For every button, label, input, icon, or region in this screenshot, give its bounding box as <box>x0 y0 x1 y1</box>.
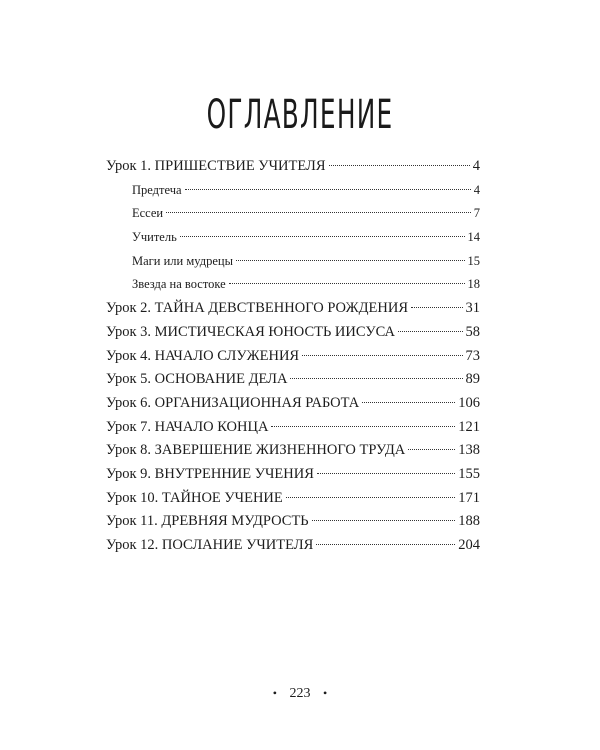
toc-entry-label: Урок 4. НАЧАЛО СЛУЖЕНИЯ <box>106 347 300 364</box>
page-footer <box>0 686 600 702</box>
toc-entry-label: Звезда на востоке <box>132 277 226 292</box>
toc-entry[interactable] <box>106 510 480 534</box>
toc-subentry[interactable] <box>106 250 480 274</box>
toc-entry[interactable] <box>106 345 480 369</box>
toc-entry-label: Урок 8. ЗАВЕРШЕНИЕ ЖИЗНЕННОГО ТРУДА <box>106 442 406 459</box>
page-number: 223 <box>289 686 311 701</box>
toc-subentry[interactable] <box>106 273 480 297</box>
toc-subentry[interactable] <box>106 226 480 250</box>
toc-entry-page-number: 73 <box>465 347 480 364</box>
toc-entry-label: Маги или мудрецы <box>132 253 233 268</box>
dot-leader <box>290 378 462 379</box>
table-of-contents <box>106 155 480 558</box>
toc-subentry[interactable] <box>106 179 480 203</box>
dot-leader <box>362 402 455 403</box>
toc-entry-page-number: 31 <box>465 300 480 317</box>
toc-entry-label: Урок 5. ОСНОВАНИЕ ДЕЛА <box>106 371 288 388</box>
toc-entry-label: Урок 6. ОРГАНИЗАЦИОННАЯ РАБОТА <box>106 394 360 411</box>
toc-entry-page-number: 138 <box>458 442 480 459</box>
toc-entry-label: Учитель <box>132 230 177 245</box>
bullet-left-icon: • <box>272 686 277 700</box>
toc-entry-page-number: 89 <box>465 371 480 388</box>
dot-leader <box>316 544 455 545</box>
dot-leader <box>411 307 462 308</box>
dot-leader <box>312 520 456 521</box>
toc-entry-label: Урок 1. ПРИШЕСТВИЕ УЧИТЕЛЯ <box>106 158 326 174</box>
dot-leader <box>180 236 465 237</box>
toc-entry-label: Урок 10. ТАЙНОЕ УЧЕНИЕ <box>106 489 283 506</box>
toc-entry[interactable] <box>106 487 480 511</box>
dot-leader <box>185 189 471 190</box>
toc-entry[interactable] <box>106 463 480 487</box>
toc-entry-label: Урок 7. НАЧАЛО КОНЦА <box>106 418 269 435</box>
toc-entry-page-number: 15 <box>467 253 480 268</box>
toc-entry-page-number: 14 <box>467 230 480 245</box>
toc-entry[interactable] <box>106 321 480 345</box>
toc-entry-label: Урок 11. ДРЕВНЯЯ МУДРОСТЬ <box>106 513 309 530</box>
toc-entry[interactable] <box>106 155 480 179</box>
toc-entry-page-number: 204 <box>458 537 480 553</box>
toc-entry-page-number: 7 <box>473 206 480 221</box>
page-title: ОГЛАВЛЕНИЕ <box>206 92 394 138</box>
toc-entry[interactable] <box>106 368 480 392</box>
toc-entry[interactable] <box>106 392 480 416</box>
dot-leader <box>398 331 462 332</box>
dot-leader <box>408 449 455 450</box>
toc-entry-page-number: 171 <box>458 489 480 506</box>
toc-entry-label: Урок 3. МИСТИЧЕСКАЯ ЮНОСТЬ ИИСУСА <box>106 323 396 340</box>
toc-entry-label: Урок 9. ВНУТРЕННИЕ УЧЕНИЯ <box>106 465 314 482</box>
toc-entry-label: Ессеи <box>132 206 164 221</box>
dot-leader <box>329 165 470 166</box>
toc-entry-page-number: 121 <box>458 418 480 435</box>
toc-entry[interactable] <box>106 416 480 440</box>
dot-leader <box>317 473 455 474</box>
dot-leader <box>302 355 462 356</box>
dot-leader <box>166 212 471 213</box>
dot-leader <box>271 426 455 427</box>
toc-entry-page-number: 188 <box>458 513 480 530</box>
dot-leader <box>229 283 465 284</box>
toc-entry-page-number: 106 <box>458 394 480 411</box>
toc-entry[interactable] <box>106 297 480 321</box>
toc-entry-label: Урок 2. ТАЙНА ДЕВСТВЕННОГО РОЖДЕНИЯ <box>106 300 409 317</box>
dot-leader <box>286 497 455 498</box>
toc-entry-page-number: 4 <box>473 182 480 197</box>
toc-entry[interactable] <box>106 534 480 558</box>
toc-entry-label: Урок 12. ПОСЛАНИЕ УЧИТЕЛЯ <box>106 537 314 553</box>
toc-subentry[interactable] <box>106 202 480 226</box>
bullet-right-icon: • <box>323 686 328 700</box>
toc-entry[interactable] <box>106 439 480 463</box>
dot-leader <box>236 260 465 261</box>
toc-entry-page-number: 4 <box>472 158 480 174</box>
toc-entry-page-number: 18 <box>467 277 480 292</box>
toc-entry-page-number: 58 <box>465 323 480 340</box>
toc-entry-page-number: 155 <box>458 465 480 482</box>
toc-entry-label: Предтеча <box>132 182 182 197</box>
